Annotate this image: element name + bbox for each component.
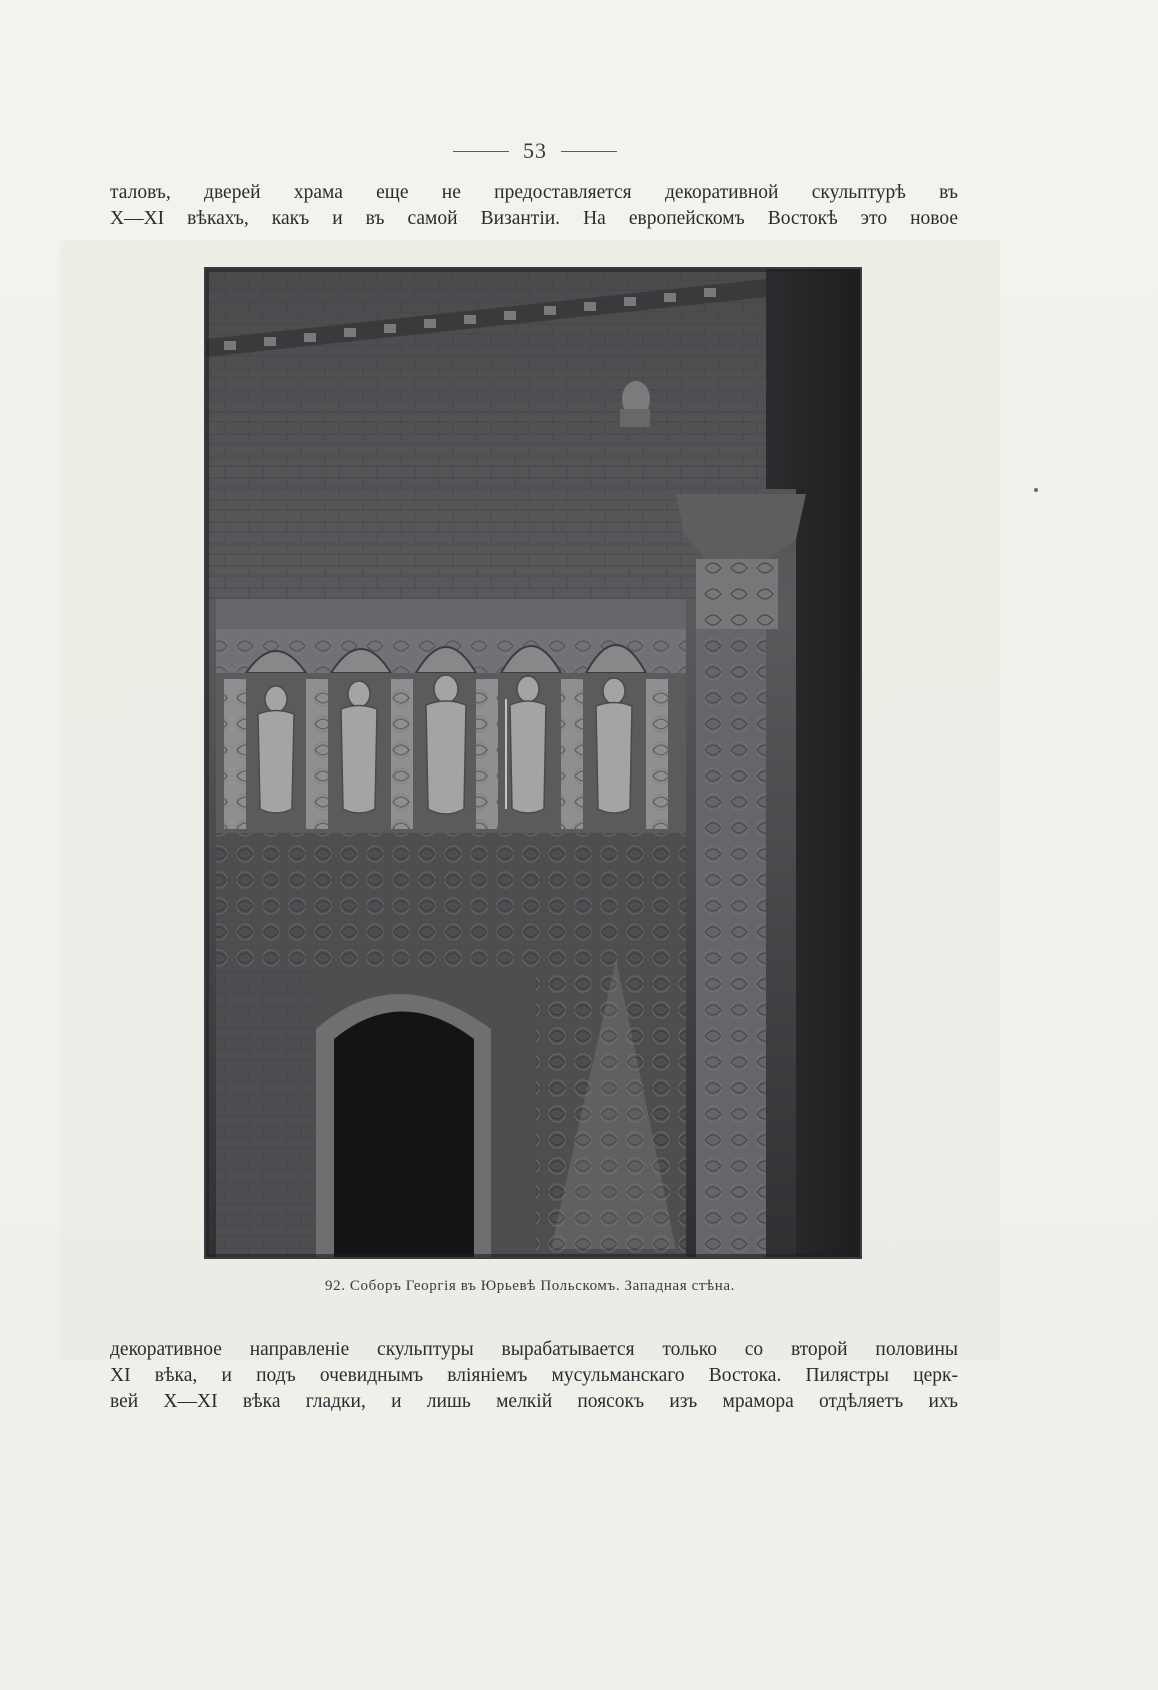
- ink-speck: [1034, 488, 1038, 492]
- figure-caption: 92. Соборъ Георгія въ Юрьевѣ Польскомъ. Западная стѣна.: [325, 1278, 735, 1294]
- header-rule-left: [453, 151, 509, 152]
- facade-photo: [206, 269, 860, 1257]
- text-line: декоративное направленіе скульптуры вырабатывается только со второй половины: [110, 1339, 958, 1360]
- figure-photograph: [204, 267, 862, 1259]
- text-line: X—XI вѣкахъ, какъ и въ самой Византіи. На европейскомъ Востокѣ это новое: [110, 208, 958, 229]
- page-header: [0, 138, 1070, 164]
- text-line: вей X—XI вѣка гладки, и лишь мелкій поясокъ изъ мрамора отдѣляетъ ихъ: [110, 1391, 958, 1412]
- text-line: таловъ, дверей храма еще не предоставляется декоративной скульптурѣ въ: [110, 182, 958, 203]
- paragraph-top: [110, 180, 958, 232]
- page-number: 53: [523, 138, 547, 163]
- header-rule-right: [561, 151, 617, 152]
- text-line: XI вѣка, и подъ очевиднымъ вліяніемъ мусульманскаго Востока. Пилястры церк-: [110, 1365, 958, 1386]
- paragraph-bottom: [110, 1337, 958, 1415]
